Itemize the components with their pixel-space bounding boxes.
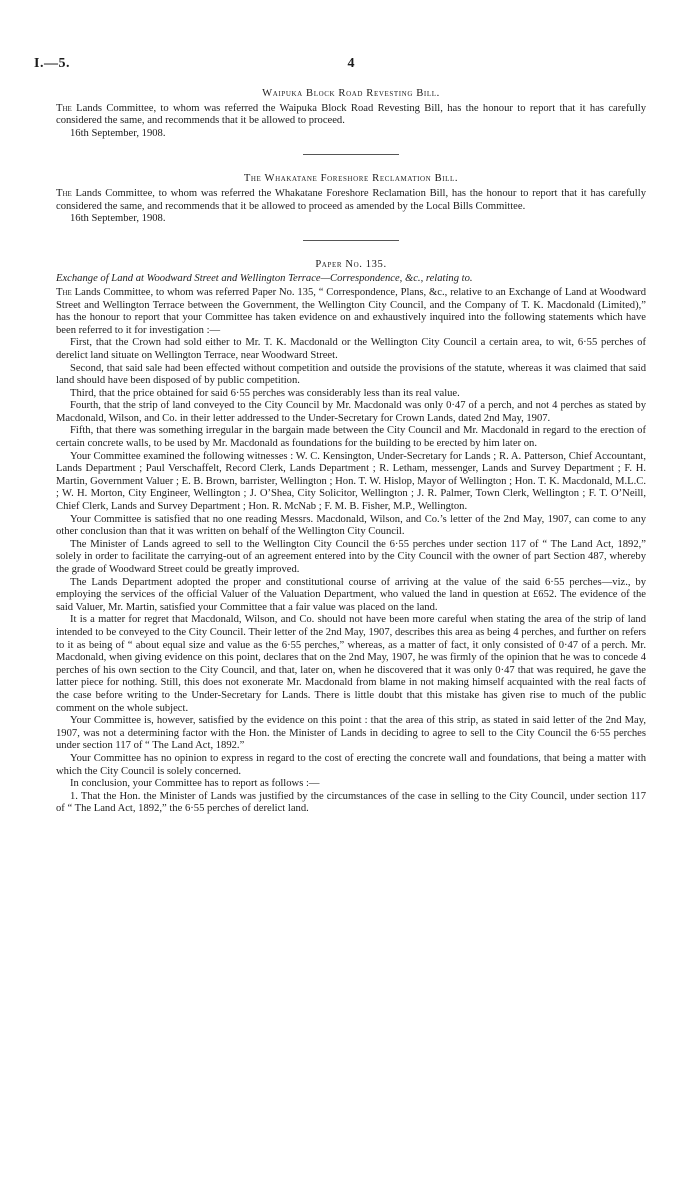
paragraph-minister-agreed: The Minister of Lands agreed to sell to the Wellington City Council the 6·55 perches under section 117 of “ The Land Act, 1892,” solely in order to facilitate the carrying-out of an agreement entered into by the City Council with the owner of part Section 487, whereby the grade of Woodward Street could be greatly improved. xyxy=(56,538,646,575)
section-title-whakatane: The Whakatane Foreshore Reclamation Bill. xyxy=(243,173,459,185)
section-title-waipuka: Waipuka Block Road Revesting Bill. xyxy=(262,88,440,99)
section-intro-paper-135 xyxy=(56,287,646,337)
section-divider xyxy=(303,240,399,241)
paragraph-in-conclusion: In conclusion, your Committee has to report as follows :— xyxy=(70,778,320,790)
paragraph-fifth: Fifth, that there was something irregular in the bargain made between the City Council and Mr. Macdonald in regard to the erection of certain concrete walls, to be used by Mr. Macdonald as foundations for the building to be erected by him later on. xyxy=(56,425,646,450)
section-body-whakatane xyxy=(56,188,646,213)
document-reference: I.—5. xyxy=(34,56,70,71)
section-divider xyxy=(303,154,399,155)
lead-word: The xyxy=(56,286,72,298)
paragraph-first: First, that the Crown had sold either to Mr. T. K. Macdonald or the Wellington City Council a certain area, to wit, 6·55 perches of derelict land situate on Wellington Terrace, near Woodward Street. xyxy=(56,337,646,361)
section-body-waipuka xyxy=(56,103,646,128)
paragraph-regret: It is a matter for regret that Macdonald, Wilson, and Co. should not have been more careful when stating the area of the strip of land intended to be conveyed to the City Council. Their letter of the 2nd May, 1907, describes this area as being 4 perches, and further on refers to it as being of “ about equal size and value as the 6·55 perches,” whereas, as a matter of fact, it only consisted of 0·47 of a perch. Mr. Macdonald, when giving evidence on this point, declares that on the 2nd May, 1907, he was firmly of the opinion that he was to concede 4 perches of his own section to the City Council, and that, later on, when he discovered that it was only 0·47 that was required, he gave the latter piece for nothing. Still, this does not exonerate Mr. Macdonald from blame in not making himself acquainted with the real facts of the case before writing to the Under-Secretary for Lands. There is little doubt that this mistake has given rise to much of the public comment on the whole subject. xyxy=(56,614,646,714)
body-text: Lands Committee, to whom was referred the Waipuka Block Road Revesting Bill, has the honour to report that it has carefully considered the same, and recommends that it be allowed to proceed. xyxy=(56,102,646,127)
paragraph-witnesses: Your Committee examined the following witnesses : W. C. Kensington, Under-Secretary for Lands ; R. A. Patterson, Chief Accountant, Lands Department ; Paul Verschaffelt, Record Clerk, Lands Department ; R. Letham, messenger, Lands and Survey Department ; F. H. Martin, Government Valuer ; E. B. Brown, barrister, Wellington ; Hon. T. W. Hislop, Mayor of Wellington ; Hon. T. K. Macdonald, M.L.C. ; W. H. Morton, City Engineer, Wellington ; J. O’Shea, City Solicitor, Wellington ; J. R. Palmer, Town Clerk, Wellington ; F. T. O’Neill, Chief Clerk, Lands and Survey Department ; Hon. R. McNab ; F. M. B. Fisher, M.P., Wellington. xyxy=(56,450,646,513)
paragraph-second: Second, that said sale had been effected without competition and outside the provisions of the statute, whereas it was claimed that said land should have been disposed of by public competition. xyxy=(56,362,646,387)
body-text: Lands Committee, to whom was referred Paper No. 135, “ Correspondence, Plans, &c., relative to an Exchange of Land at Woodward Street and Wellington Terrace between the Government, the Wellington City Council, and the Company of T. K. Macdonald (Limited),” has the honour to report that your Committee has taken evidence on and exhaustively inquired into the following statements which have been referred to it for investigation :— xyxy=(56,286,646,336)
page-header xyxy=(34,56,646,88)
paragraph-satisfied: Your Committee is, however, satisfied by the evidence on this point : that the area of this strip, as stated in said letter of the 2nd May, 1907, was not a determining factor with the Hon. the Minister of Lands in deciding to agree to sell to the City Council the 6·55 perches under section 117 of “ The Land Act, 1892.” xyxy=(56,715,646,752)
section-date-whakatane: 16th September, 1908. xyxy=(70,213,166,225)
paragraph-finding-1: 1. That the Hon. the Minister of Lands was justified by the circumstances of the case in selling to the City Council, under section 117 of “ The Land Act, 1892,” the 6·55 perches of derelict land. xyxy=(56,790,646,815)
section-title-paper-135: Paper No. 135. xyxy=(315,258,387,270)
paragraph-valuation: The Lands Department adopted the proper and constitutional course of arriving at the value of the said 6·55 perches—viz., by employing the services of the official Valuer of the Valuation Department, who valued the land in question at £652. The evidence of the said Valuer, Mr. Martin, satisfied your Committee that a fair value was placed on the land. xyxy=(56,576,646,613)
lead-word: The xyxy=(56,102,72,114)
paragraph-no-opinion: Your Committee has no opinion to express in regard to the cost of erecting the concrete wall and foundations, that being a matter with which the City Council is solely concerned. xyxy=(56,752,646,777)
section-subtitle-paper-135: Exchange of Land at Woodward Street and Wellington Terrace—Correspondence, &c., relating to. xyxy=(56,273,473,285)
page-number: 4 xyxy=(347,56,355,71)
body-text: Lands Committee, to whom was referred the Whakatane Foreshore Reclamation Bill, has the honour to report that it has carefully considered the same, and recommends that it be allowed to proceed as amended by the Local Bills Committee. xyxy=(56,187,646,212)
lead-word: The xyxy=(56,187,72,199)
paragraph-letter-conclusion: Your Committee is satisfied that no one reading Messrs. Macdonald, Wilson, and Co.’s letter of the 2nd May, 1907, can come to any other conclusion than that it was written on behalf of the Wellington City Council. xyxy=(56,513,646,538)
paragraph-fourth: Fourth, that the strip of land conveyed to the City Council by Mr. Macdonald was only 0·47 of a perch, and not 4 perches as stated by Macdonald, Wilson, and Co. in their letter addressed to the Under-Secretary for Crown Lands, dated 2nd May, 1907. xyxy=(56,400,646,424)
section-date-waipuka: 16th September, 1908. xyxy=(70,127,166,139)
paragraph-third: Third, that the price obtained for said 6·55 perches was considerably less than its real value. xyxy=(70,387,460,399)
